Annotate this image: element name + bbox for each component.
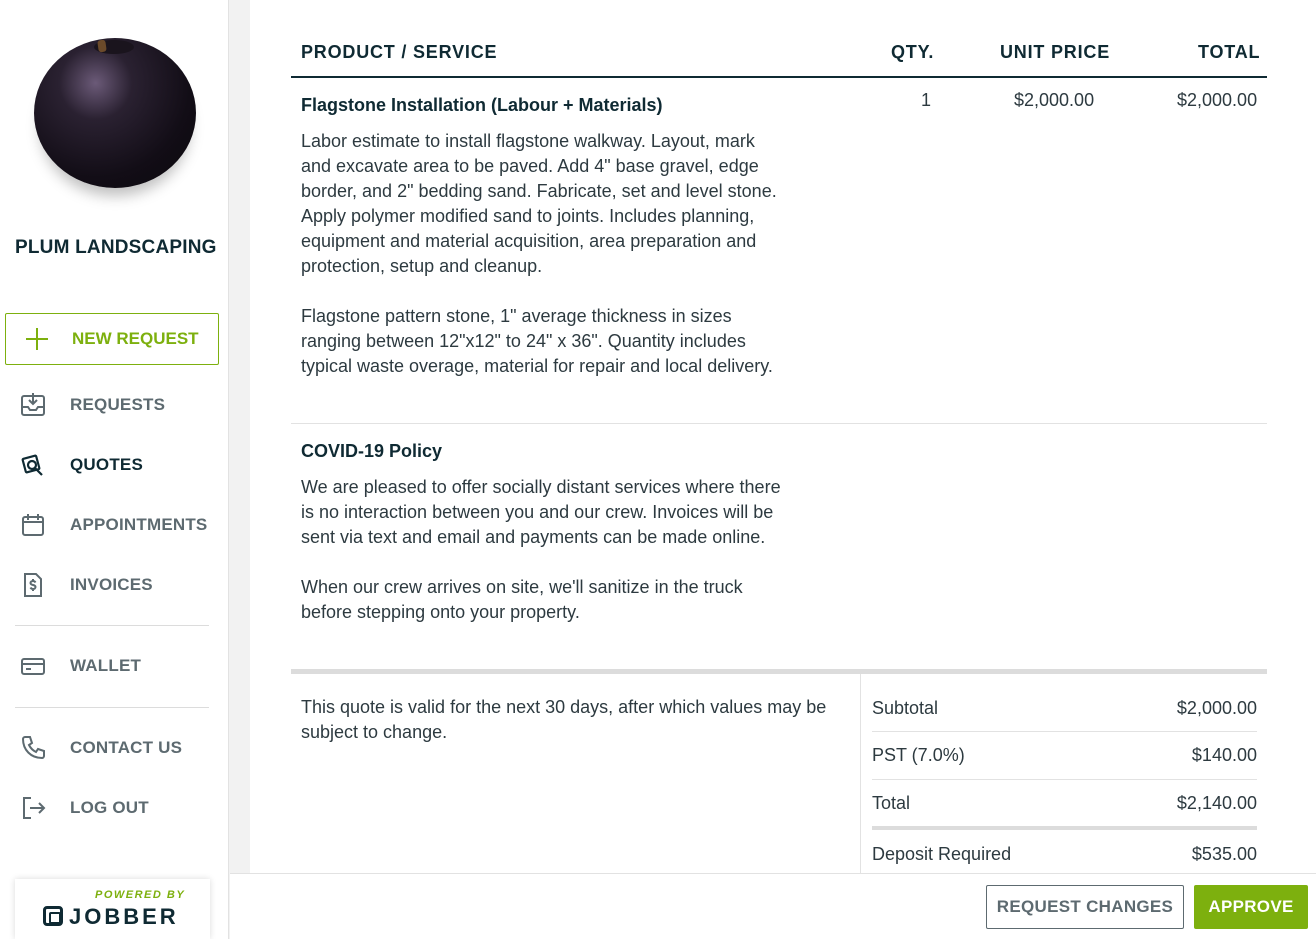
action-bar xyxy=(230,873,1316,939)
line-item-title: Flagstone Installation (Labour + Materials) xyxy=(301,95,663,115)
plus-icon xyxy=(26,328,48,350)
subtotal-row xyxy=(872,684,1257,732)
total-value: $2,140.00 xyxy=(1176,792,1257,813)
sidebar-item-label: INVOICES xyxy=(70,575,153,594)
line-item-unit-price: $2,000.00 xyxy=(1014,90,1095,110)
sidebar-divider xyxy=(15,707,209,708)
summary-vertical-divider xyxy=(860,674,861,874)
calendar-icon xyxy=(18,510,48,540)
approve-button[interactable]: APPROVE xyxy=(1194,885,1308,929)
header-unit-price: UNIT PRICE xyxy=(1000,42,1111,62)
search-document-icon xyxy=(18,450,48,480)
sidebar-item-label: CONTACT US xyxy=(70,738,183,757)
header-rule xyxy=(291,76,1267,78)
subtotal-label: Subtotal xyxy=(872,697,939,718)
sidebar-item-wallet[interactable] xyxy=(18,646,218,686)
company-logo xyxy=(28,30,203,195)
total-row xyxy=(872,779,1257,827)
sidebar-item-label: LOG OUT xyxy=(70,798,149,817)
company-name: PLUM LANDSCAPING xyxy=(15,237,217,258)
line-item-description: We are pleased to offer socially distant services where there is no interaction between you and our crew. Invoices will be sent via text and email and payments can be made online. When our crew arrives on site, we'll sanitize in the truck before stepping onto your property. xyxy=(301,477,781,622)
sidebar-item-contact-us[interactable] xyxy=(18,728,218,768)
deposit-label: Deposit Required xyxy=(872,843,1012,864)
subtotal-value: $2,000.00 xyxy=(1176,697,1257,718)
plum-logo-image xyxy=(34,38,196,188)
new-request-label: NEW REQUEST xyxy=(72,329,199,348)
jobber-logo-icon xyxy=(43,906,63,926)
jobber-brand-text: JOBBER xyxy=(69,904,179,929)
invoice-dollar-icon xyxy=(18,570,48,600)
tax-row xyxy=(872,731,1257,779)
sidebar-item-quotes[interactable] xyxy=(18,445,218,485)
request-changes-button[interactable]: REQUEST CHANGES xyxy=(986,885,1184,929)
line-item-title: COVID-19 Policy xyxy=(301,441,443,461)
line-item-qty: 1 xyxy=(921,90,932,110)
header-total: TOTAL xyxy=(1198,42,1261,62)
row-divider xyxy=(291,423,1267,424)
sidebar-item-invoices[interactable] xyxy=(18,565,218,605)
deposit-value: $535.00 xyxy=(1191,843,1257,864)
sidebar-divider xyxy=(15,625,209,626)
header-product-service: PRODUCT / SERVICE xyxy=(301,42,498,62)
credit-card-icon xyxy=(18,651,48,681)
sidebar-item-label: APPOINTMENTS xyxy=(70,515,208,534)
new-request-button[interactable] xyxy=(5,313,219,365)
quote-validity-note: This quote is valid for the next 30 days, after which values may be subject to change. xyxy=(301,697,827,742)
plum-stem xyxy=(97,40,107,53)
sidebar xyxy=(0,0,229,939)
tax-label: PST (7.0%) xyxy=(872,744,965,765)
tax-value: $140.00 xyxy=(1191,744,1257,765)
line-item-description: Labor estimate to install flagstone walkway. Layout, mark and excavate area to be paved. Add 4" base gravel, edge border, and 2" bedding sand. Fabricate, set and level stone. Apply polymer modified sand to joints. Includes planning, equipment and material acquisition, area preparation and protection, setup and cleanup. Flagstone pattern stone, 1" average thickness in sizes ranging between 12"x12" to 24" x 36". Quantity includes typical waste overage, material for repair and local delivery. xyxy=(301,131,777,376)
sidebar-item-label: REQUESTS xyxy=(70,395,166,414)
line-item-total: $2,000.00 xyxy=(1177,90,1258,110)
sidebar-item-label: WALLET xyxy=(70,656,142,675)
phone-icon xyxy=(18,733,48,763)
inbox-download-icon xyxy=(18,390,48,420)
powered-by-text: POWERED BY xyxy=(95,889,186,901)
quote-card xyxy=(250,0,1316,939)
summary-divider xyxy=(291,669,1267,674)
sidebar-item-label: QUOTES xyxy=(70,455,143,474)
total-label: Total xyxy=(872,792,911,813)
sidebar-item-requests[interactable] xyxy=(18,385,218,425)
sidebar-item-log-out[interactable] xyxy=(18,788,218,828)
header-qty: QTY. xyxy=(891,42,935,62)
sidebar-item-appointments[interactable] xyxy=(18,505,218,545)
deposit-row xyxy=(872,830,1257,878)
logout-icon xyxy=(18,793,48,823)
powered-by-jobber[interactable] xyxy=(15,879,210,939)
